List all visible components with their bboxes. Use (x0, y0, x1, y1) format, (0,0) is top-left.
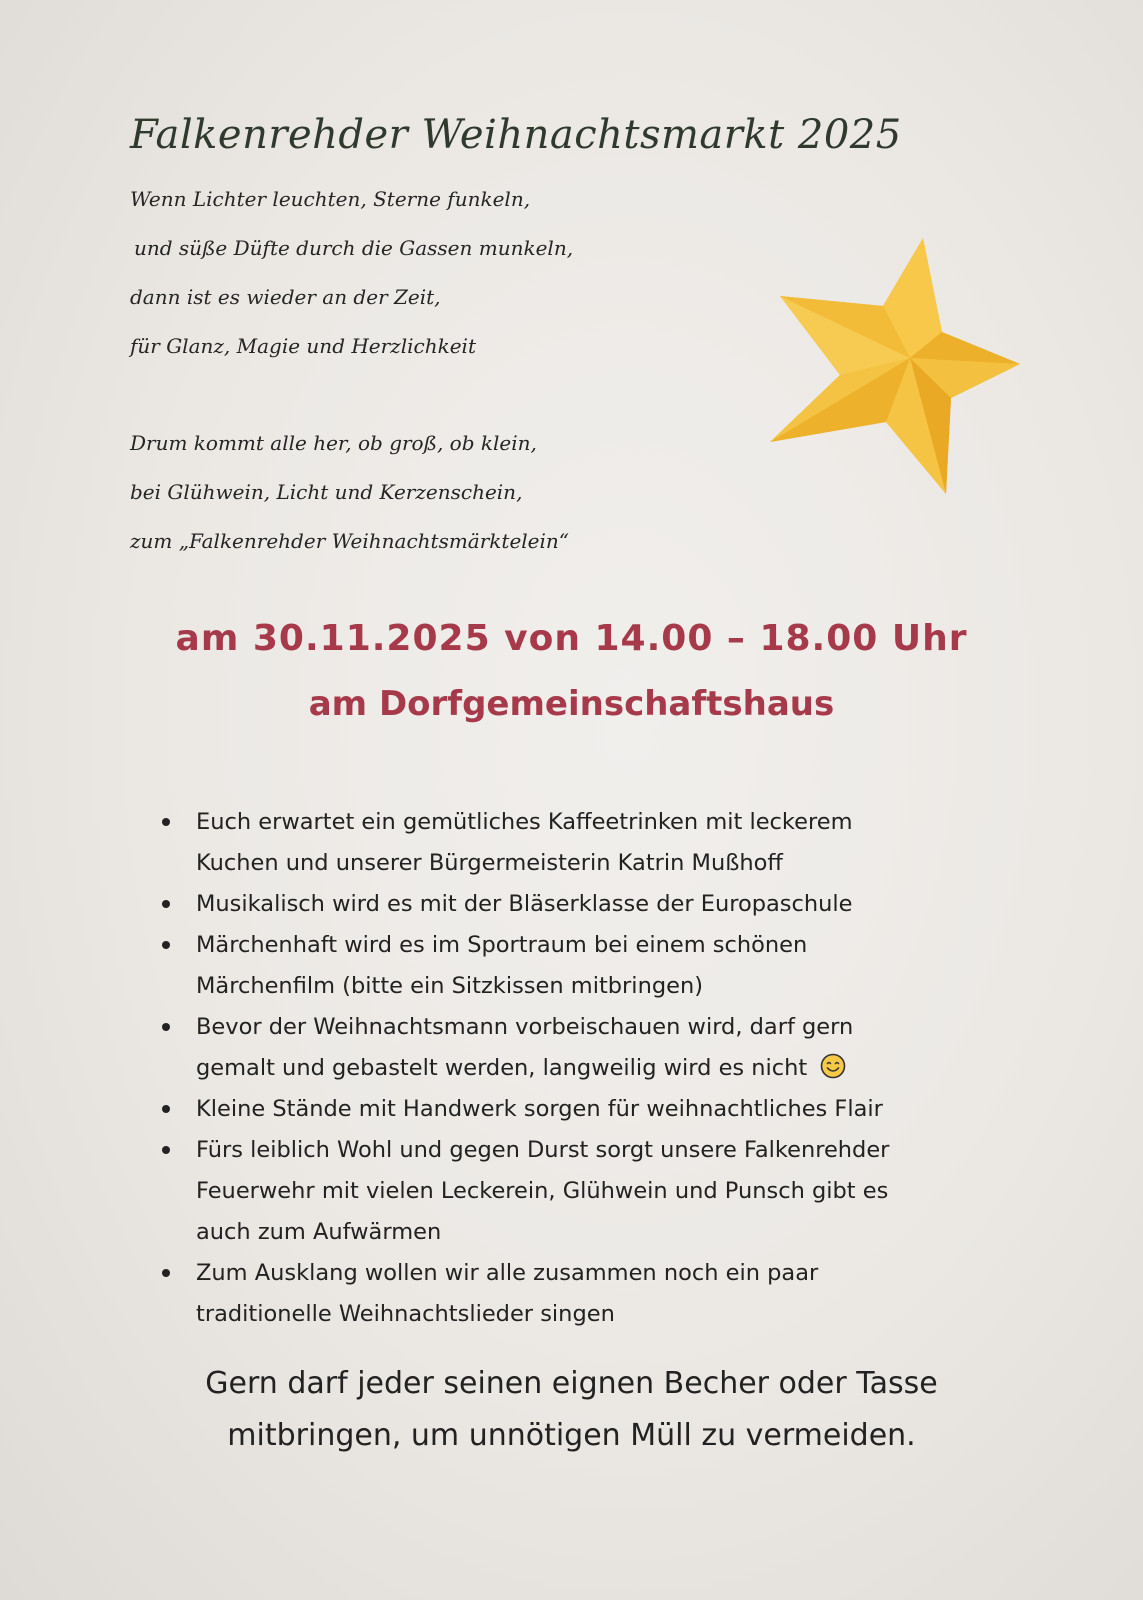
list-item-line: auch zum Aufwärmen (196, 1219, 442, 1245)
stanza-gap (130, 380, 750, 428)
poem-line: bei Glühwein, Licht und Kerzenschein, (130, 480, 523, 504)
list-item-line: Euch erwartet ein gemütliches Kaffeetrinken mit leckerem (196, 809, 853, 835)
list-item-line: Zum Ausklang wollen wir alle zusammen noch ein paar (196, 1260, 819, 1286)
star-icon (770, 238, 1020, 498)
list-item (160, 884, 1020, 925)
list-item-line: Fürs leiblich Wohl und gegen Durst sorgt unsere Falkenrehder (196, 1137, 890, 1163)
list-item-line: Kleine Stände mit Handwerk sorgen für weihnachtliches Flair (196, 1096, 883, 1122)
bullet-icon (162, 900, 170, 908)
closing-line: mitbringen, um unnötigen Müll zu vermeiden. (227, 1418, 916, 1453)
poem-line: und süße Düfte durch die Gassen munkeln, (134, 236, 574, 260)
list-item-line: Märchenfilm (bitte ein Sitzkissen mitbringen) (196, 973, 703, 999)
list-item (160, 1130, 1020, 1253)
poem-line: Drum kommt alle her, ob groß, ob klein, (130, 431, 537, 455)
poem-line: für Glanz, Magie und Herzlichkeit (130, 334, 476, 358)
smiley-icon (820, 1053, 846, 1079)
list-item-line-with-smiley (196, 1048, 1020, 1089)
bullet-icon (162, 818, 170, 826)
list-item (160, 925, 1020, 1007)
poem-line: Wenn Lichter leuchten, Sterne funkeln, (130, 187, 531, 211)
list-item-line: Märchenhaft wird es im Sportraum bei einem schönen (196, 932, 808, 958)
list-item (160, 802, 1020, 884)
list-item-line: gemalt und gebastelt werden, langweilig wird es nicht (196, 1055, 808, 1081)
event-date-time: am 30.11.2025 von 14.00 – 18.00 Uhr (175, 618, 968, 659)
bullet-icon (162, 1146, 170, 1154)
list-item (160, 1007, 1020, 1089)
bullet-icon (162, 1105, 170, 1113)
poem (130, 184, 750, 575)
list-item-line: Kuchen und unserer Bürgermeisterin Katrin Mußhoff (196, 850, 783, 876)
list-item-line: Bevor der Weihnachtsmann vorbeischauen wird, darf gern (196, 1014, 854, 1040)
bullet-icon (162, 941, 170, 949)
bullet-icon (162, 1023, 170, 1031)
list-item-line: Musikalisch wird es mit der Bläserklasse der Europaschule (196, 891, 853, 917)
program-list (160, 802, 1020, 1335)
list-item (160, 1089, 1020, 1130)
list-item (160, 1253, 1020, 1335)
closing-note (0, 1358, 1143, 1462)
poem-line: dann ist es wieder an der Zeit, (130, 285, 441, 309)
closing-line: Gern darf jeder seinen eignen Becher oder Tasse (205, 1366, 938, 1401)
bullet-icon (162, 1269, 170, 1277)
poem-line: zum „Falkenrehder Weihnachtsmärktelein“ (130, 529, 570, 553)
list-item-line: traditionelle Weihnachtslieder singen (196, 1301, 615, 1327)
event-location: am Dorfgemeinschaftshaus (308, 684, 835, 724)
list-item-line: Feuerwehr mit vielen Leckerein, Glühwein und Punsch gibt es (196, 1178, 889, 1204)
page-title: Falkenrehder Weihnachtsmarkt 2025 (130, 112, 902, 158)
